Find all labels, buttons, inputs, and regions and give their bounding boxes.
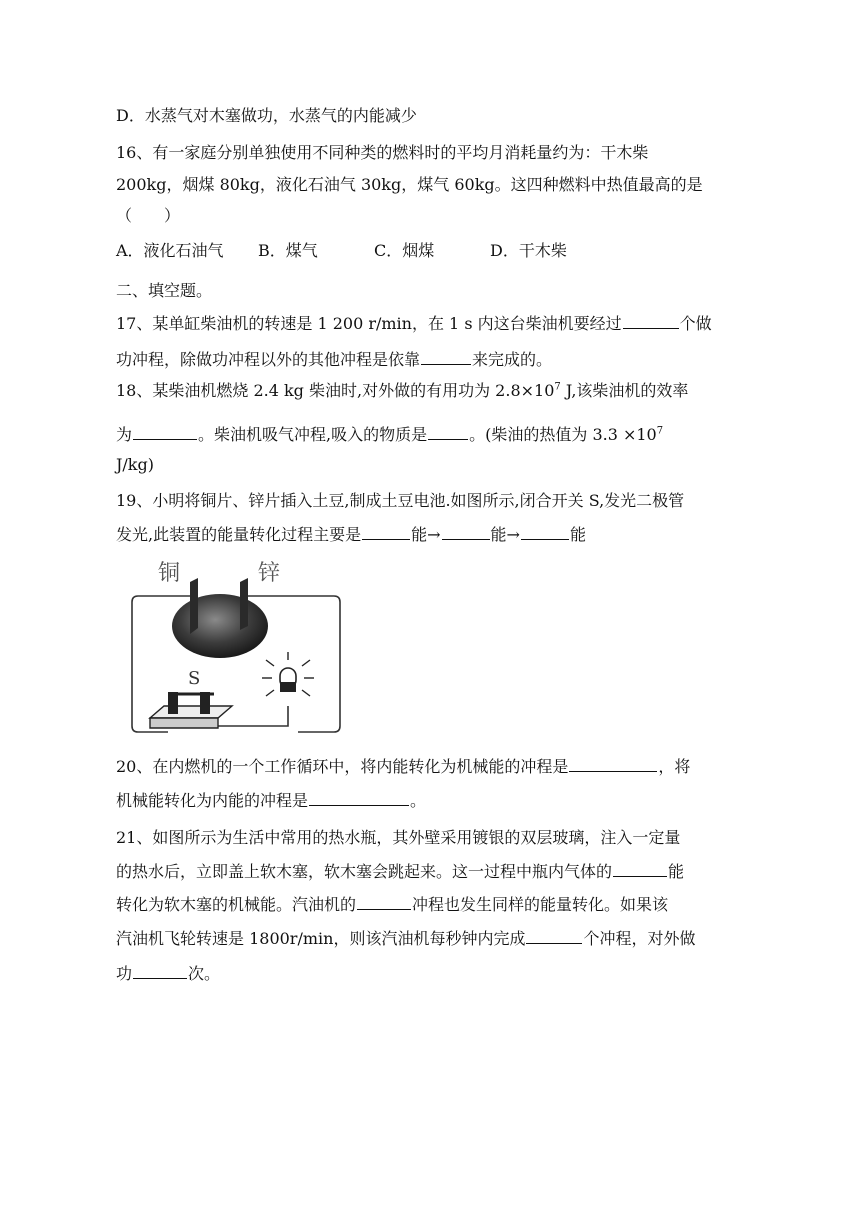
copper-plate — [190, 578, 198, 634]
q20-blank-2[interactable] — [309, 790, 409, 806]
q16-option-d: D．干木柴 — [490, 241, 567, 260]
q21-line-2 — [116, 861, 684, 882]
q16-line-2: 200kg，烟煤 80kg，液化石油气 30kg，煤气 60kg。这四种燃料中热值最高的是 — [116, 175, 703, 194]
q18-line-2 — [116, 424, 663, 445]
q18-exponent-1: 7 — [554, 381, 561, 393]
potato — [172, 594, 268, 658]
q18-text-a: 18、某柴油机燃烧 2.4 kg 柴油时,对外做的有用功为 2.8×10 — [116, 381, 555, 400]
q21-text-4a: 汽油机飞轮转速是 1800r/min，则该汽油机每秒钟内完成 — [116, 929, 526, 948]
q20-line-2 — [116, 790, 426, 811]
led — [262, 652, 314, 696]
q16-options — [116, 241, 567, 261]
q21-blank-1[interactable] — [613, 861, 667, 877]
q21-text-5a: 功 — [116, 964, 133, 983]
q20-line-1 — [116, 756, 690, 777]
q19-line-1: 19、小明将铜片、锌片插入土豆,制成土豆电池.如图所示,闭合开关 S,发光二极管 — [116, 491, 685, 510]
q21-text-3a: 转化为软木塞的机械能。汽油机的 — [116, 895, 357, 914]
q17-line-2 — [116, 349, 552, 370]
q19-text-neng-end: 能 — [569, 525, 586, 544]
q21-text-3b: 冲程也发生同样的能量转化。如果该 — [412, 895, 669, 914]
q21-blank-4[interactable] — [133, 963, 187, 979]
q19-text-neng-1: 能→ — [411, 525, 441, 544]
q18-blank-substance[interactable] — [428, 424, 468, 440]
zinc-label: 锌 — [258, 561, 281, 586]
q21-blank-2[interactable] — [357, 894, 411, 910]
copper-label: 铜 — [158, 561, 181, 586]
q16-answer-bracket: （ ） — [116, 206, 181, 225]
q18-text-c: 为 — [116, 425, 133, 444]
q16-option-a: A．液化石油气 — [116, 241, 224, 260]
q17-text-c: 功冲程，除做功冲程以外的其他冲程是依靠 — [116, 350, 421, 369]
q21-line-1: 21、如图所示为生活中常用的热水瓶，其外壁采用镀银的双层玻璃，注入一定量 — [116, 828, 681, 847]
q19-text-a: 发光,此装置的能量转化过程主要是 — [116, 525, 362, 544]
q17-blank-1[interactable] — [623, 313, 679, 329]
switch-label: S — [188, 668, 201, 689]
q18-line-3: J/kg) — [116, 455, 154, 474]
switch — [150, 692, 232, 728]
q18-exponent-2: 7 — [656, 425, 664, 437]
q17-blank-2[interactable] — [421, 349, 471, 365]
q21-line-4 — [116, 928, 695, 949]
q16-option-c: C．烟煤 — [374, 241, 435, 260]
q18-text-b: J,该柴油机的效率 — [560, 381, 689, 400]
q20-text-c: 机械能转化为内能的冲程是 — [116, 791, 309, 810]
q17-line-1 — [116, 313, 712, 334]
q21-text-2b: 能 — [668, 862, 685, 881]
q21-line-3 — [116, 894, 668, 915]
q16-line-1: 16、有一家庭分别单独使用不同种类的燃料时的平均月消耗量约为：干木柴 — [116, 143, 649, 162]
q17-text-b: 个做 — [679, 314, 712, 333]
section-heading-fill-in: 二、填空题。 — [116, 281, 213, 300]
q20-text-d: 。 — [410, 791, 427, 810]
q21-text-2a: 的热水后，立即盖上软木塞，软木塞会跳起来。这一过程中瓶内气体的 — [116, 862, 613, 881]
q19-blank-1[interactable] — [362, 524, 410, 540]
q18-text-e: 。(柴油的热值为 3.3 ×10 — [469, 425, 657, 444]
q17-text-a: 17、某单缸柴油机的转速是 1 200 r/min，在 1 s 内这台柴油机要经过 — [116, 314, 622, 333]
q20-text-a: 20、在内燃机的一个工作循环中，将内能转化为机械能的冲程是 — [116, 757, 569, 776]
q21-text-5b: 次。 — [188, 964, 221, 983]
q18-blank-efficiency[interactable] — [133, 424, 197, 440]
q20-text-b: ，将 — [658, 757, 691, 776]
q19-blank-3[interactable] — [521, 524, 569, 540]
q18-line-1 — [116, 381, 688, 401]
q18-text-d: 。柴油机吸气冲程,吸入的物质是 — [198, 425, 428, 444]
q19-blank-2[interactable] — [442, 524, 490, 540]
zinc-plate — [240, 578, 248, 630]
q17-text-d: 来完成的。 — [472, 350, 553, 369]
potato-battery-figure — [128, 556, 348, 738]
q19-text-neng-2: 能→ — [490, 525, 520, 544]
q20-blank-1[interactable] — [569, 756, 657, 772]
q21-line-5 — [116, 963, 220, 984]
q15-option-d: D．水蒸气对木塞做功，水蒸气的内能减少 — [116, 106, 417, 125]
q21-blank-3[interactable] — [526, 928, 582, 944]
q19-line-2 — [116, 524, 586, 545]
q16-option-b: B．煤气 — [258, 241, 318, 260]
q21-text-4b: 个冲程，对外做 — [583, 929, 696, 948]
